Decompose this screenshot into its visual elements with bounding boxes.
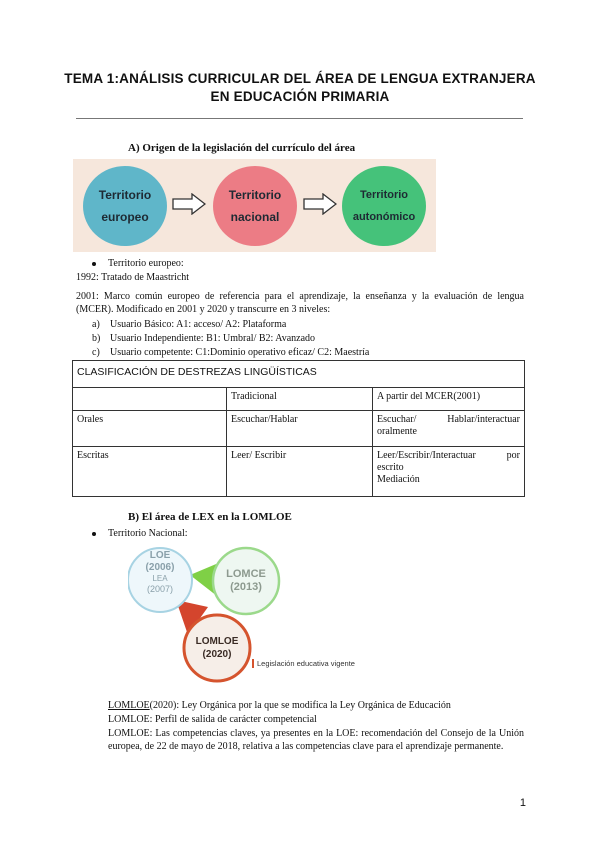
level-b-text: Usuario Independiente: B1: Umbral/ B2: Avanzado xyxy=(110,333,316,344)
flow-circle-autonomico xyxy=(342,166,426,246)
legislation-diagram xyxy=(128,545,368,690)
territory-flow-banner xyxy=(73,159,436,252)
lomloe-label: LOMLOE xyxy=(195,636,239,647)
skills-table xyxy=(72,360,525,497)
table-cell-trad: Escuchar/Hablar xyxy=(227,411,373,447)
table-title: CLASIFICACIÓN DE DESTREZAS LINGÜÍSTICAS xyxy=(73,361,525,388)
level-c-letter: c) xyxy=(92,347,100,358)
section-b-heading: B) El área de LEX en la LOMLOE xyxy=(128,511,292,523)
loe-label: LOE xyxy=(149,550,171,561)
table-cell-mcer: Escuchar/ Hablar/interactuar oralmente xyxy=(373,411,525,447)
flow-circle-nacional xyxy=(213,166,297,246)
table-cell-trad: Leer/ Escribir xyxy=(227,447,373,497)
arrow-right-icon xyxy=(172,193,206,215)
table-header-row xyxy=(73,388,525,411)
flow-label-autonomico: Territorio autonómico xyxy=(352,189,416,223)
title-line-1: TEMA 1:ANÁLISIS CURRICULAR DEL ÁREA DE LENGUA EXTRANJERA xyxy=(64,71,536,86)
table-cell-label: Escritas xyxy=(73,447,227,497)
loe-circle xyxy=(128,550,192,594)
section-a-heading: A) Origen de la legislación del currículo del área xyxy=(128,142,356,154)
table-cell-mcer xyxy=(373,447,525,497)
lomce-circle xyxy=(213,568,279,594)
level-a-letter: a) xyxy=(92,319,100,330)
lomloe-underlined: LOMLOE xyxy=(108,700,150,711)
title-divider xyxy=(76,118,523,119)
arrow-right-icon xyxy=(303,193,337,215)
table-row xyxy=(73,447,525,497)
lomloe-perfil: LOMLOE: Perfil de salida de carácter competencial xyxy=(108,714,317,725)
paragraph-2001: 2001: Marco común europeo de referencia para el aprendizaje, la enseñanza y la evaluación de lengua (MCER). Modificado en 2001 y 2020 y transcurre en 3 niveles: xyxy=(76,291,524,315)
bullet-territorio-nacional: Territorio Nacional: xyxy=(108,528,188,539)
flow-circle-europeo xyxy=(83,166,167,246)
lomloe-competencias: LOMLOE: Las competencias claves, ya presentes en la LOE: recomendación del Consejo de la Unión europea, de 22 de mayo de 2018, relativa a las competencias clave para el aprendizaje permanente. xyxy=(108,728,524,752)
table-title-row xyxy=(73,361,525,388)
table-header-empty xyxy=(73,388,227,411)
lomloe-line xyxy=(108,699,451,712)
lomloe-description: (2020): Ley Orgánica por la que se modifica la Ley Orgánica de Educación xyxy=(149,700,451,711)
lomce-year: (2013) xyxy=(230,581,262,593)
level-a-text: Usuario Básico: A1: acceso/ A2: Plataforma xyxy=(110,319,287,330)
flow-label-europeo: Territorio europeo xyxy=(98,188,152,224)
flow-label-nacional: Territorio nacional xyxy=(228,188,282,224)
document-title xyxy=(60,70,540,106)
lomce-label: LOMCE xyxy=(226,568,266,580)
lea-label: LEA xyxy=(152,574,168,583)
table-header-tradicional: Tradicional xyxy=(227,388,373,411)
table-header-mcer: A partir del MCER(2001) xyxy=(373,388,525,411)
lea-year: (2007) xyxy=(146,584,173,594)
level-b-letter: b) xyxy=(92,333,101,344)
table-row xyxy=(73,411,525,447)
table-cell-mcer-line1: Leer/Escribir/Interactuar por escrito xyxy=(377,450,520,473)
page-number: 1 xyxy=(519,797,526,809)
bullet-icon xyxy=(92,262,96,266)
bullet-territorio-europeo: Territorio europeo: xyxy=(108,258,184,269)
table-cell-label: Orales xyxy=(73,411,227,447)
bullet-icon xyxy=(92,532,96,536)
level-c-text: Usuario competente: C1:Dominio operativo eficaz/ C2: Maestría xyxy=(110,347,370,358)
lomloe-year: (2020) xyxy=(202,649,232,660)
table-cell-mcer-line2: Mediación xyxy=(377,474,420,485)
title-line-2: EN EDUCACIÓN PRIMARIA xyxy=(210,89,390,104)
line-1992: 1992: Tratado de Maastricht xyxy=(76,272,190,283)
lomloe-circle xyxy=(184,635,250,661)
loe-year: (2006) xyxy=(145,562,175,573)
diagram-caption: Legislación educativa vigente xyxy=(252,659,355,668)
